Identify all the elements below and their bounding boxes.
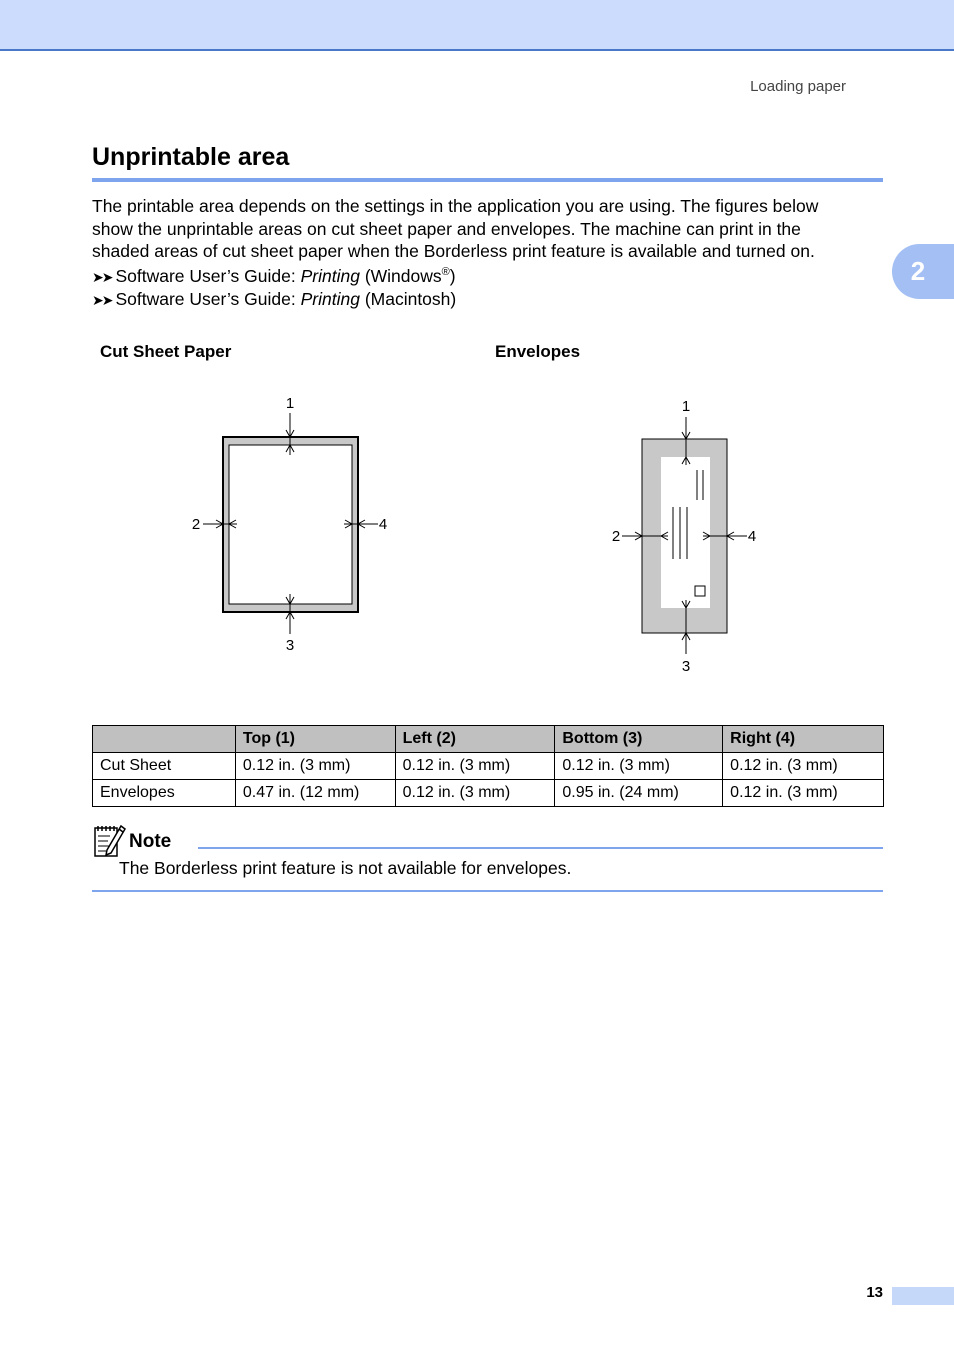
table-header-cell: Right (4) bbox=[723, 726, 884, 753]
cut-sheet-figure bbox=[192, 395, 387, 654]
stamp-box bbox=[695, 586, 705, 596]
table-header-cell: Left (2) bbox=[395, 726, 555, 753]
table-cell: 0.12 in. (3 mm) bbox=[723, 753, 884, 780]
table-cell: 0.95 in. (24 mm) bbox=[555, 780, 723, 807]
table-cell: 0.47 in. (12 mm) bbox=[235, 780, 395, 807]
table-cell: 0.12 in. (3 mm) bbox=[395, 753, 555, 780]
label-left: 2 bbox=[191, 516, 201, 533]
intro-line-3: shaded areas of cut sheet paper when the Borderless print feature is available and turned on. bbox=[92, 241, 815, 261]
label-top: 1 bbox=[285, 395, 295, 412]
table-row bbox=[93, 780, 884, 807]
table-cell: 0.12 in. (3 mm) bbox=[723, 780, 884, 807]
intro-line-1: The printable area depends on the settings in the application you are using. The figures below bbox=[92, 196, 819, 216]
xref-suffix: (Windows bbox=[359, 266, 442, 286]
label-right: 4 bbox=[747, 528, 757, 545]
note-title: Note bbox=[129, 831, 172, 852]
double-arrow-icon: ➤➤ bbox=[92, 269, 112, 285]
double-arrow-icon: ➤➤ bbox=[92, 292, 112, 308]
page-tab bbox=[892, 1287, 954, 1305]
note-rule-bottom bbox=[92, 890, 883, 892]
xref-italic: Printing bbox=[300, 266, 360, 286]
table-cell: 0.12 in. (3 mm) bbox=[395, 780, 555, 807]
xref-prefix: Software User’s Guide: bbox=[115, 289, 301, 309]
xref-macintosh[interactable] bbox=[92, 289, 456, 310]
table-cell: 0.12 in. (3 mm) bbox=[555, 753, 723, 780]
xref-close: ) bbox=[449, 266, 456, 286]
xref-italic: Printing bbox=[300, 289, 360, 309]
label-top: 1 bbox=[681, 398, 691, 415]
label-right: 4 bbox=[378, 516, 388, 533]
xref-prefix: Software User’s Guide: bbox=[115, 266, 301, 286]
unprintable-area-figures bbox=[0, 380, 954, 690]
xref-suffix: (Macintosh) bbox=[359, 289, 457, 309]
note-rule-top bbox=[198, 847, 883, 849]
note-text: The Borderless print feature is not available for envelopes. bbox=[119, 858, 572, 878]
section-title: Unprintable area bbox=[92, 143, 290, 171]
chapter-number: 2 bbox=[910, 256, 926, 286]
envelope-figure bbox=[612, 398, 756, 675]
page-number: 13 bbox=[866, 1284, 883, 1301]
table-cell: Cut Sheet bbox=[93, 753, 236, 780]
xref-windows[interactable] bbox=[92, 266, 456, 287]
unprintable-margins-table bbox=[92, 725, 884, 807]
label-bottom: 3 bbox=[681, 658, 691, 675]
header-band bbox=[0, 0, 954, 51]
label-left: 2 bbox=[611, 528, 621, 545]
table-header-cell: Bottom (3) bbox=[555, 726, 723, 753]
title-rule bbox=[92, 178, 883, 182]
chapter-tab bbox=[892, 244, 954, 299]
table-header-cell: Top (1) bbox=[235, 726, 395, 753]
envelopes-caption: Envelopes bbox=[495, 342, 581, 361]
table-cell: Envelopes bbox=[93, 780, 236, 807]
table-row bbox=[93, 753, 884, 780]
table-header-row bbox=[93, 726, 884, 753]
intro-line-2: show the unprintable areas on cut sheet paper and envelopes. The machine can print in the bbox=[92, 218, 801, 239]
running-title: Loading paper bbox=[750, 78, 846, 95]
intro-paragraph bbox=[92, 195, 892, 263]
cut-sheet-caption: Cut Sheet Paper bbox=[100, 342, 232, 361]
cut-sheet-printable-area bbox=[229, 445, 352, 604]
registered-mark: ® bbox=[441, 266, 450, 279]
label-bottom: 3 bbox=[285, 637, 295, 654]
table-header-cell bbox=[93, 726, 236, 753]
table-cell: 0.12 in. (3 mm) bbox=[235, 753, 395, 780]
note-pencil-icon bbox=[93, 822, 127, 858]
